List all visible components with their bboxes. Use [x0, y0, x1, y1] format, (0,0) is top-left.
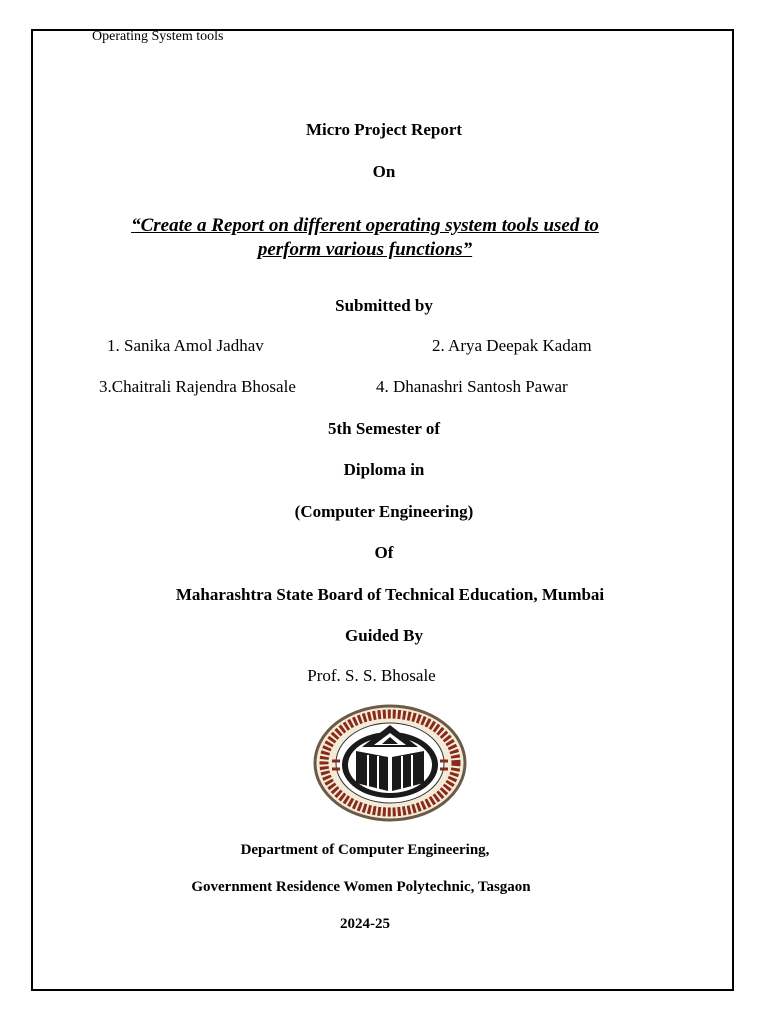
semester-label: 5th Semester of	[327, 419, 441, 438]
board-name: Maharashtra State Board of Technical Education, Mumbai	[175, 585, 605, 604]
project-title-line-2: perform various functions”	[257, 239, 473, 260]
student-1: 1. Sanika Amol Jadhav	[107, 336, 264, 355]
branch-label: (Computer Engineering)	[294, 502, 474, 521]
project-title-line-1: “Create a Report on different operating system tools used to	[131, 215, 599, 236]
on-label: On	[372, 162, 396, 181]
of-label: Of	[374, 543, 394, 562]
guided-by-label: Guided By	[345, 626, 423, 645]
guide-name: Prof. S. S. Bhosale	[307, 666, 436, 685]
student-4: 4. Dhanashri Santosh Pawar	[376, 377, 568, 396]
project-title	[0, 214, 730, 262]
institute-name: Government Residence Women Polytechnic, Tasgaon	[191, 879, 531, 895]
diploma-label: Diploma in	[343, 460, 425, 479]
page-header: Operating System tools	[92, 29, 224, 44]
report-heading: Micro Project Report	[305, 120, 463, 139]
student-2: 2. Arya Deepak Kadam	[432, 336, 592, 355]
student-3: 3.Chaitrali Rajendra Bhosale	[99, 377, 296, 396]
submitted-by-label: Submitted by	[335, 296, 433, 315]
department-name: Department of Computer Engineering,	[240, 842, 490, 858]
academic-year: 2024-25	[340, 916, 390, 932]
msbte-emblem-icon	[310, 703, 470, 823]
